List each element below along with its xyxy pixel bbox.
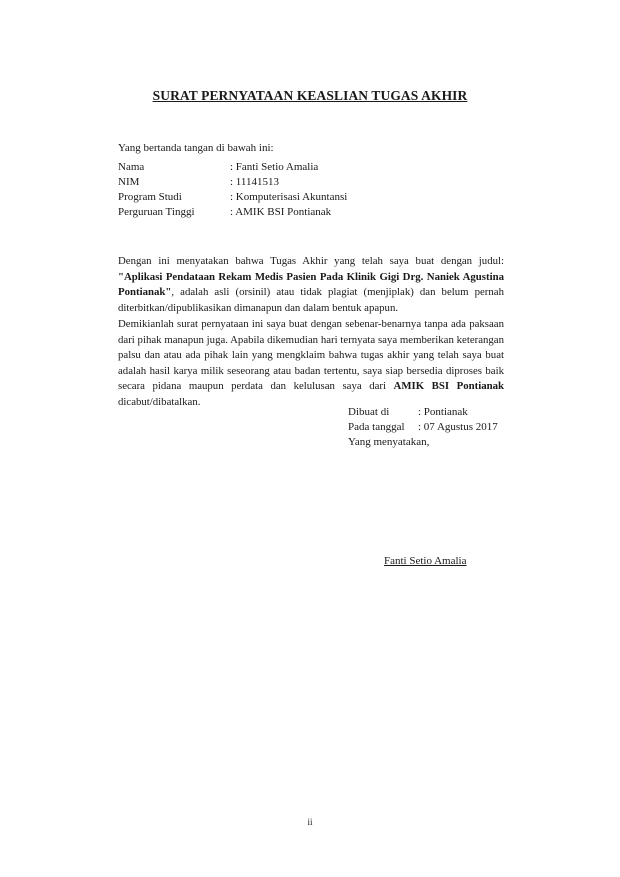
identity-value: : AMIK BSI Pontianak (230, 206, 332, 218)
date-value: : 07 Agustus 2017 (418, 421, 498, 433)
identity-label: Program Studi (118, 191, 182, 203)
statement-lead: Dengan ini menyatakan bahwa Tugas Akhir yang telah saya buat dengan judul: (118, 255, 504, 267)
identity-value: : Fanti Setio Amalia (230, 161, 319, 173)
identity-value: : 11141513 (230, 176, 279, 188)
identity-row-institution (118, 205, 347, 220)
signer-name: Fanti Setio Amalia (384, 555, 467, 567)
identity-row-name (118, 160, 347, 175)
identity-label: NIM (118, 176, 140, 188)
place-value: : Pontianak (418, 406, 468, 418)
identity-value: : Komputerisasi Akuntansi (230, 191, 348, 203)
identity-label: Perguruan Tinggi (118, 206, 195, 218)
closing-text: Yang menyatakan, (348, 436, 430, 448)
page-title: SURAT PERNYATAAN KEASLIAN TUGAS AKHIR (152, 88, 468, 103)
thesis-title: "Aplikasi Pendataan Rekam Medis Pasien Pada Klinik Gigi Drg. Naniek Agustina Pontianak" (118, 270, 504, 298)
intro-text: Yang bertanda tangan di bawah ini: (118, 142, 274, 154)
statement-paragraph (118, 254, 504, 316)
identity-row-nim (118, 175, 347, 190)
signature-date-row (348, 420, 498, 435)
place-label: Dibuat di (348, 406, 390, 418)
declaration-paragraph (118, 317, 504, 410)
date-label: Pada tanggal (348, 421, 405, 433)
institution-name: AMIK BSI Pontianak (393, 380, 504, 392)
signature-place-row (348, 405, 498, 420)
identity-label: Nama (118, 161, 145, 173)
page-number: ii (307, 817, 313, 827)
declaration-tail: dicabut/dibatalkan. (118, 395, 201, 408)
signature-block (348, 405, 498, 450)
identity-table (118, 160, 347, 220)
declaration-text: Demikianlah surat pernyataan ini saya buat dengan sebenar-benarnya tanpa ada paksaan dari pihak manapun juga. Apabila dikemudian hari ternyata saya memberikan keterangan palsu dan atau ada pihak lain yang mengklaim bahwa tugas akhir yang telah saya buat adalah hasil karya milik seseorang atau badan tertentu, saya siap bersedia diproses baik secara pidana maupun perdata dan kelulusan saya dari (118, 318, 504, 392)
statement-rest: , adalah asli (orsinil) atau tidak plagiat (menjiplak) dan belum pernah diterbitkan/dipublikasikan dimanapun dan dalam bentuk apapun. (118, 286, 504, 314)
identity-row-program (118, 190, 347, 205)
